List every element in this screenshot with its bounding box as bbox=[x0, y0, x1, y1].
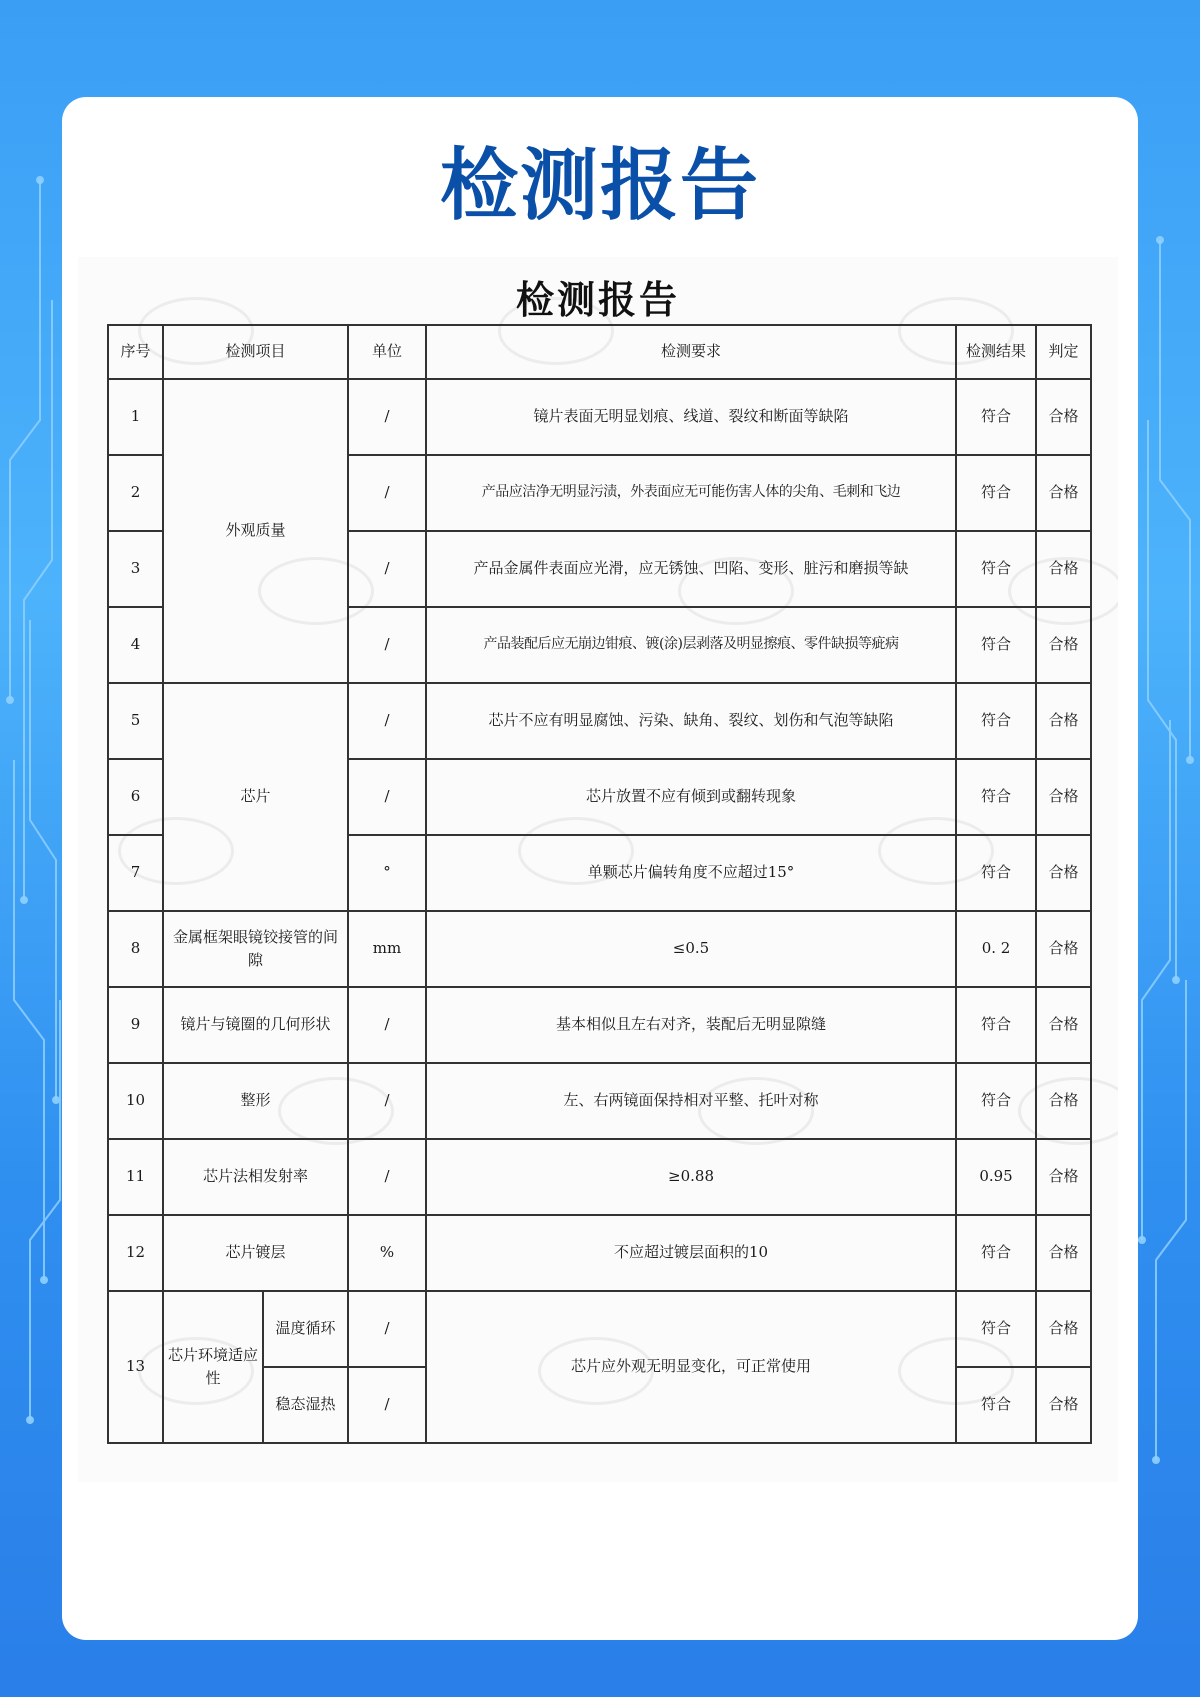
row-no: 2 bbox=[108, 455, 163, 531]
row-verdict: 合格 bbox=[1036, 531, 1091, 607]
row-verdict: 合格 bbox=[1036, 607, 1091, 683]
row-subitem: 稳态湿热 bbox=[263, 1367, 348, 1443]
table-row bbox=[108, 987, 1091, 1063]
row-item: 金属框架眼镜铰接管的间隙 bbox=[163, 911, 348, 987]
table-row bbox=[108, 911, 1091, 987]
row-verdict: 合格 bbox=[1036, 379, 1091, 455]
row-no: 8 bbox=[108, 911, 163, 987]
row-requirement: 芯片放置不应有倾到或翻转现象 bbox=[426, 759, 956, 835]
row-unit: / bbox=[348, 607, 426, 683]
row-unit: / bbox=[348, 759, 426, 835]
row-verdict: 合格 bbox=[1036, 1063, 1091, 1139]
inspection-table bbox=[107, 324, 1092, 1444]
header-unit: 单位 bbox=[348, 325, 426, 379]
row-no: 6 bbox=[108, 759, 163, 835]
table-row bbox=[108, 1215, 1091, 1291]
row-verdict: 合格 bbox=[1036, 1291, 1091, 1367]
row-unit: / bbox=[348, 1291, 426, 1367]
row-unit: mm bbox=[348, 911, 426, 987]
row-item: 芯片法相发射率 bbox=[163, 1139, 348, 1215]
row-unit: / bbox=[348, 683, 426, 759]
row-result: 符合 bbox=[956, 835, 1036, 911]
table-row bbox=[108, 1063, 1091, 1139]
header-verdict: 判定 bbox=[1036, 325, 1091, 379]
row-result: 符合 bbox=[956, 1367, 1036, 1443]
row-requirement: 芯片不应有明显腐蚀、污染、缺角、裂纹、划伤和气泡等缺陷 bbox=[426, 683, 956, 759]
row-result: 符合 bbox=[956, 987, 1036, 1063]
row-requirement: ≤0.5 bbox=[426, 911, 956, 987]
row-requirement: 芯片应外观无明显变化，可正常使用 bbox=[426, 1291, 956, 1443]
row-result: 符合 bbox=[956, 683, 1036, 759]
group-appearance: 外观质量 bbox=[163, 379, 348, 683]
row-result: 符合 bbox=[956, 607, 1036, 683]
row-no: 13 bbox=[108, 1291, 163, 1443]
table-row bbox=[108, 1291, 1091, 1367]
header-no: 序号 bbox=[108, 325, 163, 379]
row-no: 9 bbox=[108, 987, 163, 1063]
row-requirement: 不应超过镀层面积的10 bbox=[426, 1215, 956, 1291]
table-row bbox=[108, 1139, 1091, 1215]
row-result: 符合 bbox=[956, 759, 1036, 835]
row-verdict: 合格 bbox=[1036, 987, 1091, 1063]
row-unit: / bbox=[348, 379, 426, 455]
row-result: 符合 bbox=[956, 1215, 1036, 1291]
row-subitem: 温度循环 bbox=[263, 1291, 348, 1367]
row-result: 0.95 bbox=[956, 1139, 1036, 1215]
row-item: 镜片与镜圈的几何形状 bbox=[163, 987, 348, 1063]
row-verdict: 合格 bbox=[1036, 1215, 1091, 1291]
row-result: 符合 bbox=[956, 531, 1036, 607]
row-result: 符合 bbox=[956, 1291, 1036, 1367]
row-no: 3 bbox=[108, 531, 163, 607]
row-item: 芯片镀层 bbox=[163, 1215, 348, 1291]
row-result: 0. 2 bbox=[956, 911, 1036, 987]
row-result: 符合 bbox=[956, 455, 1036, 531]
table-header-row bbox=[108, 325, 1091, 379]
header-item: 检测项目 bbox=[163, 325, 348, 379]
row-requirement: 单颗芯片偏转角度不应超过15° bbox=[426, 835, 956, 911]
row-no: 1 bbox=[108, 379, 163, 455]
row-result: 符合 bbox=[956, 379, 1036, 455]
row-no: 5 bbox=[108, 683, 163, 759]
row-requirement: 左、右两镜面保持相对平整、托叶对称 bbox=[426, 1063, 956, 1139]
row-unit: % bbox=[348, 1215, 426, 1291]
row-result: 符合 bbox=[956, 1063, 1036, 1139]
row-unit: / bbox=[348, 455, 426, 531]
scanned-report bbox=[78, 257, 1118, 1482]
row-verdict: 合格 bbox=[1036, 835, 1091, 911]
document-title: 检测报告 bbox=[515, 277, 680, 322]
row-requirement: 产品应洁净无明显污渍，外表面应无可能伤害人体的尖角、毛刺和飞边 bbox=[426, 455, 956, 531]
row-verdict: 合格 bbox=[1036, 759, 1091, 835]
report-card bbox=[62, 97, 1138, 1640]
table-row bbox=[108, 683, 1091, 759]
row-no: 11 bbox=[108, 1139, 163, 1215]
group-chip: 芯片 bbox=[163, 683, 348, 911]
header-requirement: 检测要求 bbox=[426, 325, 956, 379]
circuit-decoration-left bbox=[0, 0, 70, 1697]
row-requirement: ≥0.88 bbox=[426, 1139, 956, 1215]
row-verdict: 合格 bbox=[1036, 683, 1091, 759]
row-unit: / bbox=[348, 987, 426, 1063]
row-unit: / bbox=[348, 1063, 426, 1139]
row-unit: / bbox=[348, 1139, 426, 1215]
row-requirement: 产品金属件表面应光滑，应无锈蚀、凹陷、变形、脏污和磨损等缺 bbox=[426, 531, 956, 607]
header-result: 检测结果 bbox=[956, 325, 1036, 379]
row-no: 12 bbox=[108, 1215, 163, 1291]
circuit-decoration-right bbox=[1130, 0, 1200, 1697]
row-verdict: 合格 bbox=[1036, 1139, 1091, 1215]
row-no: 4 bbox=[108, 607, 163, 683]
row-verdict: 合格 bbox=[1036, 455, 1091, 531]
row-item: 整形 bbox=[163, 1063, 348, 1139]
row-requirement: 镜片表面无明显划痕、线道、裂纹和断面等缺陷 bbox=[426, 379, 956, 455]
table-row bbox=[108, 379, 1091, 455]
row-unit: ° bbox=[348, 835, 426, 911]
row-verdict: 合格 bbox=[1036, 911, 1091, 987]
row-requirement: 产品装配后应无崩边钳痕、镀(涂)层剥落及明显擦痕、零件缺损等疵病 bbox=[426, 607, 956, 683]
page-banner-title: 检测报告 bbox=[439, 141, 760, 231]
row-requirement: 基本相似且左右对齐，装配后无明显隙缝 bbox=[426, 987, 956, 1063]
row-unit: / bbox=[348, 531, 426, 607]
row-unit: / bbox=[348, 1367, 426, 1443]
row-no: 10 bbox=[108, 1063, 163, 1139]
row-no: 7 bbox=[108, 835, 163, 911]
group-env: 芯片环境适应性 bbox=[163, 1291, 263, 1443]
row-verdict: 合格 bbox=[1036, 1367, 1091, 1443]
